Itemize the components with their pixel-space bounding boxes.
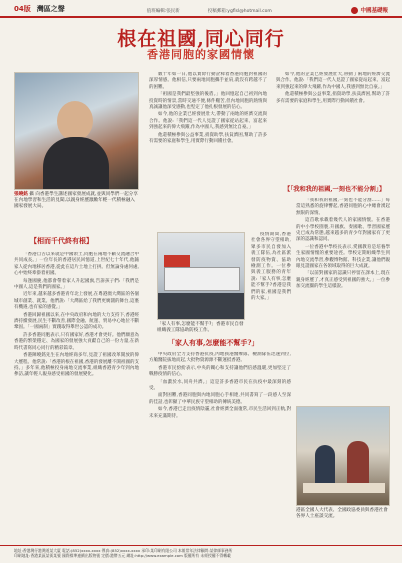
paragraph: 他還積極參與公益事業,捐資助學,扶貧濟困,幫助了許多有需要的家庭和學生,用實際行動回饋社會。 bbox=[149, 132, 267, 145]
column-2-bottom bbox=[149, 352, 291, 538]
page-number: 04版 bbox=[14, 5, 31, 13]
logo-text: 中國基礎報 bbox=[360, 8, 388, 14]
photo-crowd bbox=[158, 293, 245, 319]
editor-credit: 值班編輯:張民新 bbox=[146, 9, 180, 14]
paragraph: 一位香港中學校長表示,愛國教育是培養學生家國情懷的重要途徑。學校定期組織學生到內地交流學習,參觀博物館、科技企業,讓他們親眼見證國家在各領域取得的巨大成就。 bbox=[296, 244, 390, 270]
mid-photo-caption: 「家人有事,怎麼能不幫手?」香港市民自發組織義工隊協助防疫工作。 bbox=[157, 322, 244, 334]
submission-email: 投稿郵箱:ygflsl@hotmail.com bbox=[207, 9, 272, 14]
column-3-top bbox=[276, 72, 390, 176]
paragraph: 如今,香港已走出疫情陰霾,社會經濟全面復常,市民生活回到正軌,對未來充滿期待。 bbox=[149, 407, 291, 419]
footer-line-2: 印刷地址:香港某區某街某號 國際標準連續出版物號 定價:港幣五元 網址:http://www.example.com 版權所有 未經授權不得轉載 bbox=[14, 553, 231, 558]
subheadline: 香港同胞的家國情懷 bbox=[147, 48, 255, 61]
paragraph: 數十年如一日,他以實際行動詮釋着香港同胞對祖國的深厚情感。他相信,只要兩地同胞攜手並肩,就沒有跨越不了的困難。 bbox=[149, 72, 267, 90]
page-header bbox=[0, 0, 402, 18]
right-photo-caption: 港區全國人大代表、全國政協委員與香港社會各界人士座談交流。 bbox=[296, 508, 388, 520]
main-photo-caption bbox=[14, 192, 139, 211]
paragraph: 「以前對國家的認識只停留在課本上,現在親身經歷了,才真正感受到祖國的強大。」一位參加交流團的學生這樣說。 bbox=[296, 271, 390, 290]
meeting-photo bbox=[296, 406, 390, 506]
paragraph: 面對困難,香港同胞與內地同胞心手相連,共同書寫了一段感人至深的佳話,也彰顯了中華民族守望相助的傳統美德。 bbox=[149, 393, 291, 405]
paragraph: 近年來,越來越多香港青年北上發展,在粵港澳大灣區的各個城市創業、就業。他們說:「大灣區給了我們更廣闊的舞台,這裏有機遇,也有家的感覺。」 bbox=[14, 292, 139, 311]
photo-banner bbox=[164, 267, 240, 291]
photo-person-right bbox=[347, 441, 369, 489]
page-footer bbox=[0, 545, 402, 563]
photo-person-face bbox=[57, 101, 93, 141]
subhead-1: 【相而千代終有根】 bbox=[30, 236, 93, 245]
footer-line-1: 地址:香港灣仔港灣道某大廈 電話:(852)xxxx-xxxx 傳真:(852)xxxx-xxxx 承印:某印刷有限公司 本報常年法律顧問:某律師事務所 bbox=[14, 548, 233, 553]
paragraph: 他還積極參與公益事業,捐資助學,扶貧濟困,幫助了許多有需要的家庭和學生,用實際行動回饋社會。 bbox=[276, 92, 390, 104]
column-2-top bbox=[149, 72, 267, 226]
header-meta bbox=[147, 8, 272, 14]
paragraph: 如今,他的企業已經發展壯大,帶動了兩地的經濟交流與合作。他說:「我們這一代人見證了國家從站起來、富起來到強起來的偉大飛躍,作為中國人,我感到無比自豪。」 bbox=[276, 72, 390, 90]
newspaper-logo bbox=[351, 6, 388, 14]
paragraph: 「祖國是我們最堅強的後盾。」他回憶起自己初到內地投資時的情景,當時交通不便,條件艱苦,但內地同胞的熱情與真誠讓他深受感動,也堅定了他扎根發展的信心。 bbox=[149, 92, 267, 111]
paragraph: 中央政府全力支持香港抗疫,內地援港醫療隊、檢測隊伍迅速到位,方艙醫院拔地而起,大批物資源源不斷運抵香港。 bbox=[149, 352, 291, 364]
logo-icon bbox=[351, 7, 358, 14]
paragraph: 香港市民紛紛表示,中央的關心和支持讓他們倍感溫暖,更加堅定了戰勝疫情的信心。 bbox=[149, 365, 291, 378]
headline: 根在祖國,同心同行 bbox=[117, 28, 285, 50]
protest-photo bbox=[157, 232, 245, 320]
paragraph: 這首歌承載着幾代人的家國情懷。在香港的中小學校園裏,升國旗、奏國歌、學習國家歷史已成為常態,越來越多的青少年對國家有了更深的認識和認同。 bbox=[296, 218, 390, 243]
subhead-3: 【「我和我的祖國,一刻也不能分割」】 bbox=[284, 186, 386, 193]
header-left bbox=[14, 4, 65, 14]
section-name: 灣區之聲 bbox=[36, 5, 65, 13]
main-photo bbox=[14, 72, 139, 190]
paragraph: 「血濃於水,同舟共濟。」這是許多香港市民在抗疫中最深刻的感受。 bbox=[149, 379, 291, 392]
column-3 bbox=[296, 198, 390, 404]
paragraph: 如今,他的企業已經發展壯大,帶動了兩地的經濟交流與合作。他說:「我們這一代人見證了國家從站起來、富起來到強起來的偉大飛躍,作為中國人,我感到無比自豪。」 bbox=[149, 112, 267, 131]
paragraph: 香港陳曉銘先生在內地經商多年,見證了祖國改革開放的偉大歷程。他常說:「香港的根在祖國,香港的發展離不開祖國的支持。」多年來,他積極投身兩地交流事業,組織香港青少年到內地參訪,讓年輕人親身感受祖國的發展變化。 bbox=[14, 353, 139, 378]
paragraph: 「香港自古以來就是中國領土,同胞在兩地不斷交流融合中共同成長。」一位年長的香港居民回憶道,上世紀七十年代,他隨家人從內地移居香港,從此在這片土地上打拼。但無論身處何處,心中始終牽掛着祖國。 bbox=[14, 252, 139, 277]
subhead-2: 「家人有事,怎麼能不幫手?」 bbox=[168, 338, 259, 347]
paragraph: 每逢國慶,他都會帶着家人升起國旗,告訴孩子們:「我們是中國人,這是我們的國家。」 bbox=[14, 278, 139, 291]
paragraph: 香港回歸祖國以來,在中央政府和內地的大力支持下,香港經濟持續發展,民生不斷改善,國際金融、航運、貿易中心地位不斷鞏固。「一國兩制」實踐取得舉世公認的成功。 bbox=[14, 312, 139, 331]
paragraph: 許多香港同胞表示,只有國家好,香港才會更好。他們願意為香港的繁榮穩定、為國家的發展強大貢獻自己的一份力量,在新時代書寫同心同行的精彩篇章。 bbox=[14, 332, 139, 351]
photo-table bbox=[303, 483, 385, 493]
paragraph: 疫情期間,香港社會各界守望相助,眾多市民自發加入義工隊伍,為社區派發防疫物資、協助檢測工作。一位參與義工服務的青年說:「家人有事,怎麼能不幫手?香港是我們的家,祖國是我們的大家。」 bbox=[251, 232, 291, 302]
caption-lead: 張曉銘 bbox=[14, 192, 28, 197]
column-1 bbox=[14, 252, 139, 538]
photo-person-body bbox=[43, 137, 109, 190]
column-2-side bbox=[251, 232, 291, 324]
photo-red-sign bbox=[164, 255, 190, 267]
caption-text: 攝 向香港學生講述國家發展成就,並與同學們一起分享在內地學習和生活的見聞,以親身經歷激勵年輕一代積極融入國家發展大局。 bbox=[14, 192, 138, 210]
paragraph: 「我和我的祖國,一刻也不能分割……」每當這熟悉的旋律響起,香港同胞的心中總會湧起無限的深情。 bbox=[296, 198, 390, 216]
